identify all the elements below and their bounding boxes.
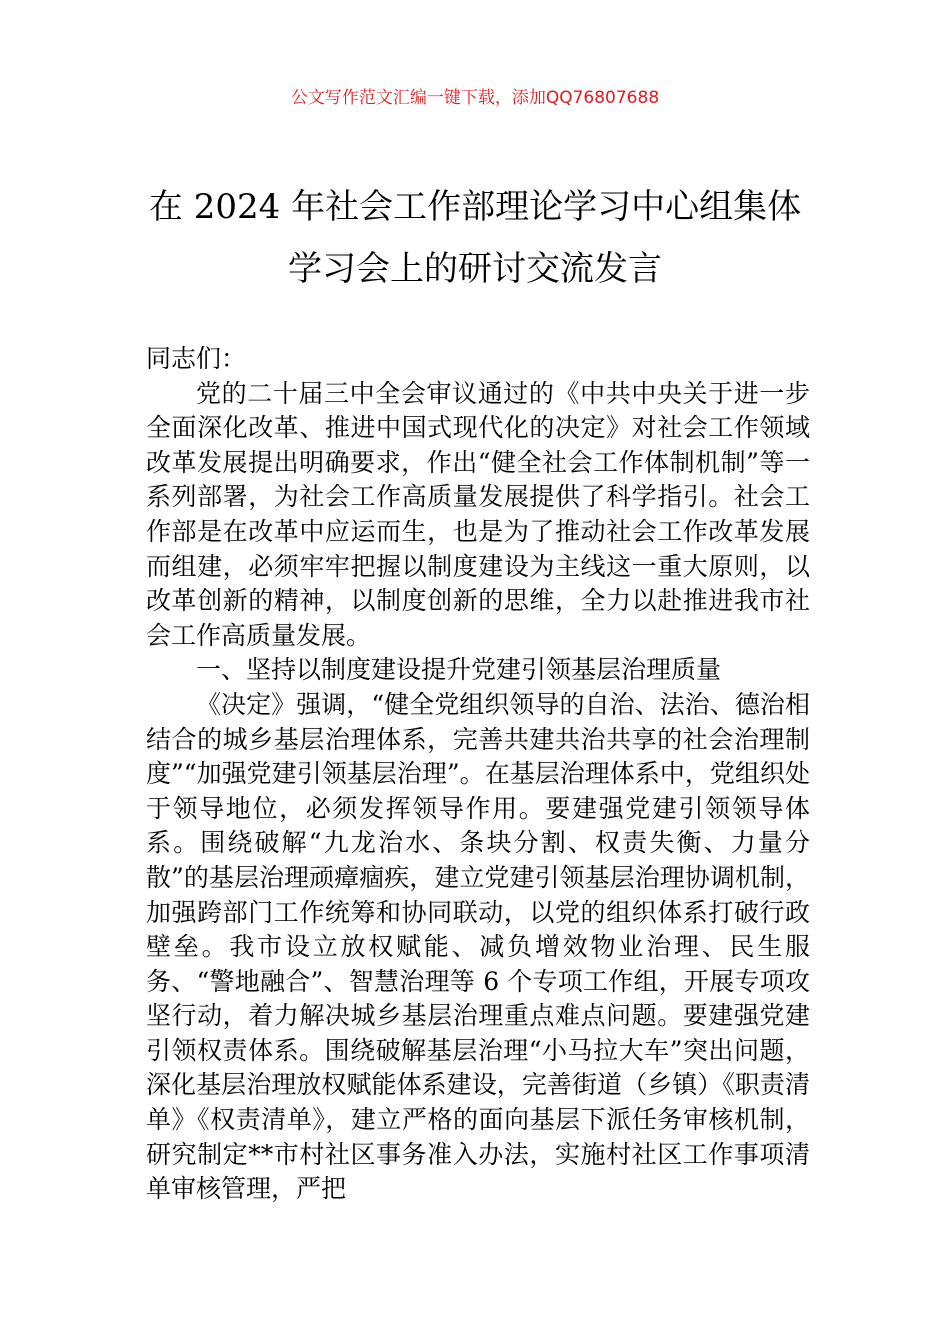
- paragraph-section-1: 《决定》强调，“健全党组织领导的自治、法治、德治相结合的城乡基层治理体系，完善共建共治共享的社会治理制度”“加强党建引领基层治理”。在基层治理体系中，党组织处于领导地位，必须发挥领导作用。要建强党建引领领导体系。围绕破解“九龙治水、条块分割、权责失衡、力量分散”的基层治理顽瘴痼疾，建立党建引领基层治理协调机制，加强跨部门工作统筹和协同联动，以党的组织体系打破行政壁垒。我市设立放权赋能、减负增效物业治理、民生服务、“警地融合”、智慧治理等 6 个专项工作组，开展专项攻坚行动，着力解决城乡基层治理重点难点问题。要建强党建引领权责体系。围绕破解基层治理“小马拉大车”突出问题，深化基层治理放权赋能体系建设，完善街道（乡镇）《职责清单》《权责清单》，建立严格的面向基层下派任务审核机制，研究制定**市村社区事务准入办法，实施村社区工作事项清单审核管理，严把: [146, 689, 810, 1204]
- document-title: [100, 176, 850, 300]
- title-line-1: 在 2024 年社会工作部理论学习中心组集体: [148, 187, 802, 227]
- paragraph-intro: 党的二十届三中全会审议通过的《中共中央关于进一步全面深化改革、推进中国式现代化的决定》对社会工作领域改革发展提出明确要求，作出“健全社会工作体制机制”等一系列部署，为社会工作高质量发展提供了科学指引。社会工作部是在改革中应运而生，也是为了推动社会工作改革发展而组建，必须牢牢把握以制度建设为主线这一重大原则，以改革创新的精神，以制度创新的思维，全力以赴推进我市社会工作高质量发展。: [146, 378, 810, 650]
- title-line-2: 学习会上的研讨交流发言: [288, 249, 662, 289]
- document-body: [146, 342, 810, 1207]
- promo-banner: 公文写作范文汇编一键下载，添加QQ76807688: [290, 88, 660, 108]
- section-heading-1: 一、坚持以制度建设提升党建引领基层治理质量: [196, 655, 722, 685]
- salutation: 同志们：: [146, 344, 247, 373]
